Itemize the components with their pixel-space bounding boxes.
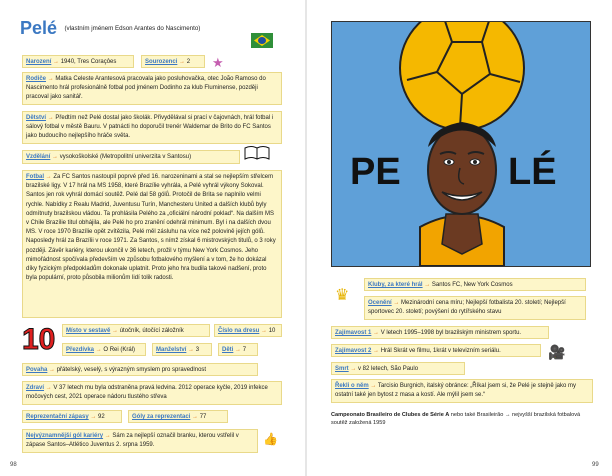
footnote: Campeonato Brasileiro de Clubes de Série A nebo také Brasileirão → nejvyšší brazilská fotbalová soutěž založená 1959 bbox=[331, 412, 581, 426]
vzdelani-box: Vzdělání → vysokoškolské (Metropolitní univerzita v Santosu) bbox=[22, 150, 240, 164]
rekli-box: Řekli o něm → Tarcisio Burgnich, italský obránce: „Říkal jsem si, že Pelé je stejně jako my ostatní také jen bytost z masa a kostí. Ale mýlil jsem se.“ bbox=[331, 379, 593, 403]
povaha-box: Povaha → přátelský, veselý, s výrazným smyslem pro spravedlnost bbox=[22, 363, 258, 376]
oceneni-box: Ocenění → Mezinárodní cena míru; Nejlepší fotbalista 20. století; Nejlepší sportovec 20. století; povýšení do rytířského stavu bbox=[364, 296, 586, 320]
prezdivka-box: Přezdívka → O Rei (Král) bbox=[62, 343, 146, 356]
page-subtitle: (vlastním jménem Edson Arantes do Nascimento) bbox=[64, 25, 201, 32]
deti-box: Děti → 7 bbox=[218, 343, 258, 356]
page-title: Pelé bbox=[20, 18, 58, 38]
manzelstvi-box: Manželství → 3 bbox=[152, 343, 212, 356]
brazil-flag-icon bbox=[251, 33, 273, 48]
misto-box: Místo v sestavě → útočník, útočící záložník bbox=[62, 324, 210, 337]
fotbal-box: Fotbal → Za FC Santos nastoupil poprvé před 16. narozeninami a stal se nejlepším střelcem brazilské ligy. V 17 hrál na MS 1958, které Brazílie vyhrála, a Pelé vyhrál výkony Sokoval. Santos jen rok vyhrál domácí soutěž. Pelé dal 58 gólů. Protočil de Brita se naplnilo velmi rychle. Nabídky z Realu Madrid, Juventusu Turín, Manchesteru United a dalších klubů byly odmítnuty brazilskou vládou. Ta prohlásila Pelého za „oficiální národní poklad“. Na dalším MS v Chile Brazílie titul obhájila, ale Pelé ho pro zranění odehrál minimum. Byl i na dalších dvou MS. V roce 1970 Brazílie opět zvítězila, Pelé měl zásluhu na více než polovině jejích gólů. Naposledy hrál za Brazílii v roce 1971. Za Santos, s nímž získal 6 mistrovských titulů, o 3 roky později. Závěr kariéry, kterou ukončil v 36 letech, prožil v týmu New York Cosmos. Jeho mimořádnost spočívala především ve způsobu fotbalového myšlení a v tom, že ho dokázal díky fyzickým předpokladům dokonale uplatnit. Proto jeho hra budila takové nadšení, proto byla populární, proto působila milionům lidí tolik radosti. bbox=[22, 170, 282, 318]
narozeni-box: Narození → 1940, Tres Coraçôes bbox=[22, 55, 134, 68]
thumbs-up-icon: 👍 bbox=[263, 432, 278, 446]
page-number-right: 99 bbox=[592, 462, 599, 468]
detstvi-box: Dětství → Předtím než Pelé dostal jako školák. Přivydělával si prací v čajovnách, hrál fotbal i sálový fotbal v městě Bauru. V patnácti ho doporučil trenér Waldemar de Brito do FC Santos jako budoucího nejlepšího hráče světa. bbox=[22, 111, 282, 144]
nejvyznamnejsi-gol-box: Nejvýznamnější gól kariéry → Sám za nejlepší označil branku, kterou vstřelil v zápase Santos–Atlético Juventus 2. srpna 1959. bbox=[22, 429, 258, 453]
poster-text-left: PE bbox=[350, 151, 401, 193]
star-icon: ★ bbox=[212, 55, 224, 70]
portrait-illustration bbox=[331, 21, 591, 267]
movie-camera-icon: 🎥 bbox=[548, 344, 566, 360]
repre-box: Reprezentační zápasy → 92 bbox=[22, 410, 122, 423]
kluby-box: Kluby, za které hrál → Santos FC, New York Cosmos bbox=[364, 278, 586, 291]
poster-text-right: LÉ bbox=[508, 151, 557, 193]
zajimavost2-box: Zajímavost 2 → Hrál Skrát ve filmu, 1krát v televizním seriálu. bbox=[331, 344, 541, 357]
zajimavost1-box: Zajímavost 1 → V letech 1995–1998 byl brazilským ministrem sportu. bbox=[331, 326, 549, 339]
sourozenci-box: Sourozenci → 2 bbox=[141, 55, 205, 68]
jersey-number: 10 bbox=[22, 323, 56, 356]
rodice-box: Rodiče → Matka Celeste Arantesová pracovala jako posluhovačka, otec João Ramoso do Nascimento hrál profesionálně fotbal pod jménem Dodinho za klub Fluminense, později pracoval jako sanitář. bbox=[22, 72, 282, 105]
smrt-box: Smrt → v 82 letech, São Paulo bbox=[331, 362, 465, 375]
book-icon bbox=[243, 145, 271, 161]
zdravi-box: Zdraví → V 37 letech mu byla odstraněna pravá ledvina. 2012 operace kyčle, 2019 infekce močových cest, 2021 operace nádoru tlustého střeva bbox=[22, 381, 282, 405]
goly-box: Góly za reprezentaci → 77 bbox=[128, 410, 228, 423]
crown-icon: ♛ bbox=[335, 287, 350, 304]
page-number-left: 98 bbox=[10, 462, 17, 468]
book-gutter bbox=[305, 0, 307, 476]
cislo-box: Číslo na dresu → 10 bbox=[214, 324, 282, 337]
pele-portrait-svg bbox=[332, 22, 590, 266]
